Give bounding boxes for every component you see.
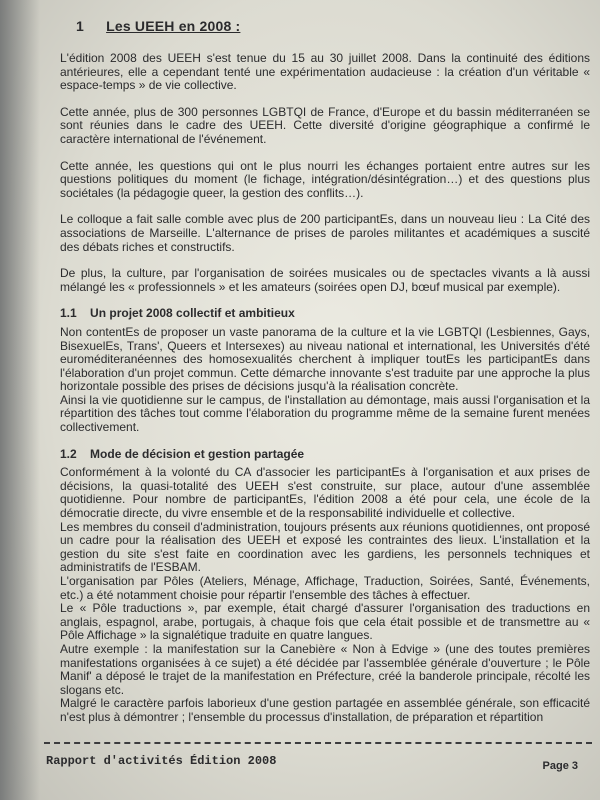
subsection-paragraph: Conformément à la volonté du CA d'associer les participantEs à l'organisation et aux prises de décisions, la quasi-totalité des UEEH s'est construite, sur place, autour d'une assemblée quotidienne. Pour nombre de participantEs, l'édition 2008 a été pour cela, une école de la démocratie directe, du vivre ensemble et de la responsabilité individuelle et collective. xyxy=(60,465,590,521)
subsection-heading-1-1 xyxy=(60,307,590,321)
footer-report-title: Rapport d'activités Édition 2008 xyxy=(46,754,277,768)
subsection-paragraph: Les membres du conseil d'administration, toujours présents aux réunions quotidiennes, ont proposé un cadre pour la réalisation des UEEH et exposé les contraintes des lieux. L'installation et la gestion du site s'est faite en coordination avec les gardiens, les personnels techniques et administratifs de l'ESBAM. xyxy=(60,519,590,575)
section-title: Les UEEH en 2008 : xyxy=(106,18,241,34)
subsection-number: 1.2 xyxy=(60,446,77,461)
subsection-paragraph: Autre exemple : la manifestation sur la Canebière « Non à Edvige » (une des toutes premières manifestations organisées à ce sujet) a été décidée par l'assemblée générale d'ouverture ; le Pôle Manif' a déposé le trajet de la manifestation en Préfecture, créé la banderole principale, récolté les slogans etc. xyxy=(60,641,590,697)
section-heading xyxy=(76,18,240,34)
subsection-heading-1-2 xyxy=(60,448,590,462)
intro-paragraph: De plus, la culture, par l'organisation de soirées musicales ou de spectacles vivants a là aussi mélangé les « professionnels » et les amateurs (soirées open DJ, bœuf musical par exemple). xyxy=(60,266,590,294)
subsection-paragraph: Malgré le caractère parfois laborieux d'une gestion partagée en assemblée générale, son efficacité n'est plus à démontrer ; l'ensemble du processus d'installation, de préparation et répartition xyxy=(60,696,590,724)
section-number: 1 xyxy=(76,18,84,34)
subsection-paragraph: L'organisation par Pôles (Ateliers, Ménage, Affichage, Traduction, Soirées, Santé, Événements, etc.) a été notamment choisie pour répartir l'ensemble des tâches à effectuer. xyxy=(60,574,590,602)
subsection-title: Un projet 2008 collectif et ambitieux xyxy=(90,306,295,321)
document-body xyxy=(60,52,590,725)
page-number: Page 3 xyxy=(542,760,578,772)
document-page xyxy=(36,0,596,800)
subsection-paragraph: Ainsi la vie quotidienne sur le campus, de l'installation au démontage, mais aussi l'organisation et la répartition des tâches tout comme l'élaboration du programme même de la semaine furent menées collectivement. xyxy=(60,392,590,435)
page-edge-shadow xyxy=(0,0,40,800)
intro-paragraph: Cette année, plus de 300 personnes LGBTQI de France, d'Europe et du bassin méditerranéen se sont réunies dans le cadre des UEEH. Cette diversité d'origine géographique a confirmé le caractère international de l'événement. xyxy=(60,104,590,146)
intro-paragraph: L'édition 2008 des UEEH s'est tenue du 15 au 30 juillet 2008. Dans la continuité des éditions antérieures, elle a cependant tenté une expérimentation audacieuse : la création d'un véritable « espace-temps » de vie collective. xyxy=(60,51,590,93)
intro-paragraph: Cette année, les questions qui ont le plus nourri les échanges portaient entre autres sur les questions politiques du moment (le fichage, intégration/désintégration…) et des questions plus sociétales (la pédagogie queer, la gestion des conflits…). xyxy=(60,158,590,200)
subsection-number: 1.1 xyxy=(60,306,77,321)
subsection-title: Mode de décision et gestion partagée xyxy=(90,446,305,461)
footer-divider xyxy=(44,742,592,744)
subsection-paragraph: Non contentEs de proposer un vaste panorama de la culture et la vie LGBTQI (Lesbiennes, Gays, BisexuelEs, Trans', Queers et Intersexes) au niveau national et international, les Universités d'été euroméditeranéennes des homosexualités cherchent à impliquer toutEs les participantEs dans l'élaboration d'un projet commun. Cette démarche innovante s'est traduite par une approche la plus horizontale possible des prises de décisions jusqu'à la réalisation concrète. xyxy=(60,324,590,394)
subsection-paragraph: Le « Pôle traductions », par exemple, était chargé d'assurer l'organisation des traductions en anglais, espagnol, arabe, portugais, à chaque fois que cela était possible et de transmettre au « Pôle Affichage » la signalétique traduite en quatre langues. xyxy=(60,601,590,643)
intro-paragraph: Le colloque a fait salle comble avec plus de 200 participantEs, dans un nouveau lieu : La Cité des associations de Marseille. L'alternance de prises de paroles militantes et académiques a suscité des débats riches et constructifs. xyxy=(60,212,590,254)
